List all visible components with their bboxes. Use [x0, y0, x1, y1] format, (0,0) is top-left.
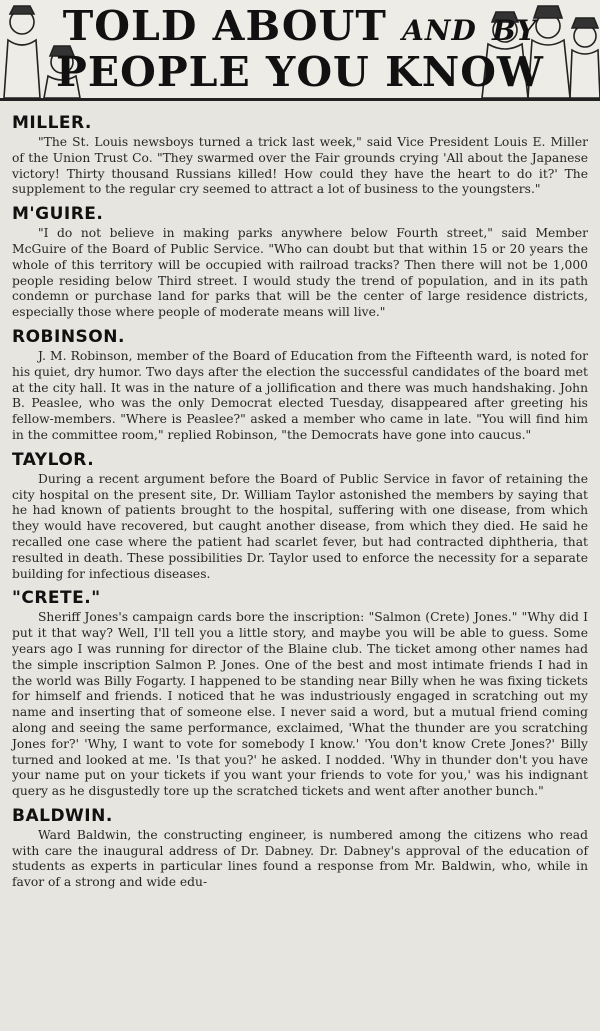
section-miller [12, 113, 588, 198]
section-heading: TAYLOR. [12, 449, 95, 470]
header-word-know: KNOW [385, 48, 544, 96]
section-robinson [12, 327, 588, 444]
section-crete [12, 588, 588, 800]
header-word-told: TOLD [62, 2, 198, 50]
header-line-2 [0, 48, 600, 96]
section-text: "The St. Louis newsboys turned a trick last week," said Vice President Louis E. Miller of the Union Trust Co. "They swarmed over the Fair grounds crying 'All about the Japanese victory! Thirty thousand Russians killed! How could they have the heart to do it?' The supplement to the regular cry seemed to attract a lot of business to the youngsters." [12, 135, 588, 197]
header-word-by: BY [492, 14, 538, 47]
header-banner [0, 0, 600, 101]
section-heading: ROBINSON. [12, 326, 125, 347]
section-text: During a recent argument before the Board of Public Service in favor of retaining the city hospital on the present site, Dr. William Taylor astonished the members by saying that he had known of patients brought to the hospital, suffering with one disease, from which they would have recovered, but caught another disease, from which they died. He said he recalled one case where the patient had scarlet fever, but had contracted diphtheria, that resulted in death. These possibilities Dr. Taylor used to enforce the necessity for a separate building for infectious diseases. [12, 471, 588, 581]
header-word-about: ABOUT [212, 2, 387, 50]
header-line-1 [0, 2, 600, 50]
section-heading: "CRETE." [12, 588, 101, 609]
section-mcguire [12, 204, 588, 321]
header-word-and: AND [402, 14, 477, 47]
section-heading: BALDWIN. [12, 805, 113, 826]
header-word-you: YOU [266, 48, 370, 96]
section-text: J. M. Robinson, member of the Board of Education from the Fifteenth ward, is noted for his quiet, dry humor. Two days after the election the successful candidates of the board met at the city hall. It was in the nature of a jollification and there was much handshaking. John B. Peaslee, who was the only Democrat elected Tuesday, disappeared after greeting his fellow-members. "Where is Peaslee?" asked a member who came in late. "You will find him in the committee room," replied Robinson, "the Democrats have gone into caucus." [12, 348, 588, 442]
section-text: "I do not believe in making parks anywhere below Fourth street," said Member McGuire of the Board of Public Service. "Who can doubt but that within 15 or 20 years the whole of this territory will be occupied with railroad tracks? Then there will not be 1,000 people residing below Third street. I would study the trend of population, and in its path condemn or purchase land for parks that will be the center of large residence districts, especially those where people of moderate means will live." [12, 226, 588, 320]
section-taylor [12, 450, 588, 583]
section-heading: MILLER. [12, 113, 92, 133]
article-columns [0, 101, 600, 891]
section-text: Ward Baldwin, the constructing engineer, is numbered among the citizens who read with care the inaugural address of Dr. Dabney. Dr. Dabney's approval of the education of students as experts in particular lines found a response from Mr. Baldwin, who, while in favor of a strong and wide edu- [12, 827, 588, 890]
header-word-people: PEOPLE [56, 48, 251, 96]
section-text: Sheriff Jones's campaign cards bore the inscription: "Salmon (Crete) Jones." "Why did I put it that way? Well, I'll tell you a little story, and maybe you will be able to guess. Some years ago I was running for director of the Blaine club. The ticket among other names had the simple inscription Salmon P. Jones. One of the best and most intimate friends I had in the world was Billy Fogarty. I happened to be standing near Billy when he was fixing tickets for himself and friends. I noticed that he was industriously engaged in scratching out my name and inserting that of someone else. I never said a word, but a mutual friend coming along and seeing the same performance, exclaimed, 'What the thunder are you scratching Jones for?' 'Why, I want to vote for somebody I know.' 'You don't know Crete Jones?' Billy turned and looked at me. 'Is that you?' he asked. I nodded. 'Why in thunder don't you have your name put on your tickets if you want your friends to vote for you,' was his indignant query as he disgustedly tore up the scratched tickets and went after another bunch." [12, 610, 588, 799]
section-heading: M'GUIRE. [12, 204, 104, 225]
section-baldwin [12, 806, 588, 891]
